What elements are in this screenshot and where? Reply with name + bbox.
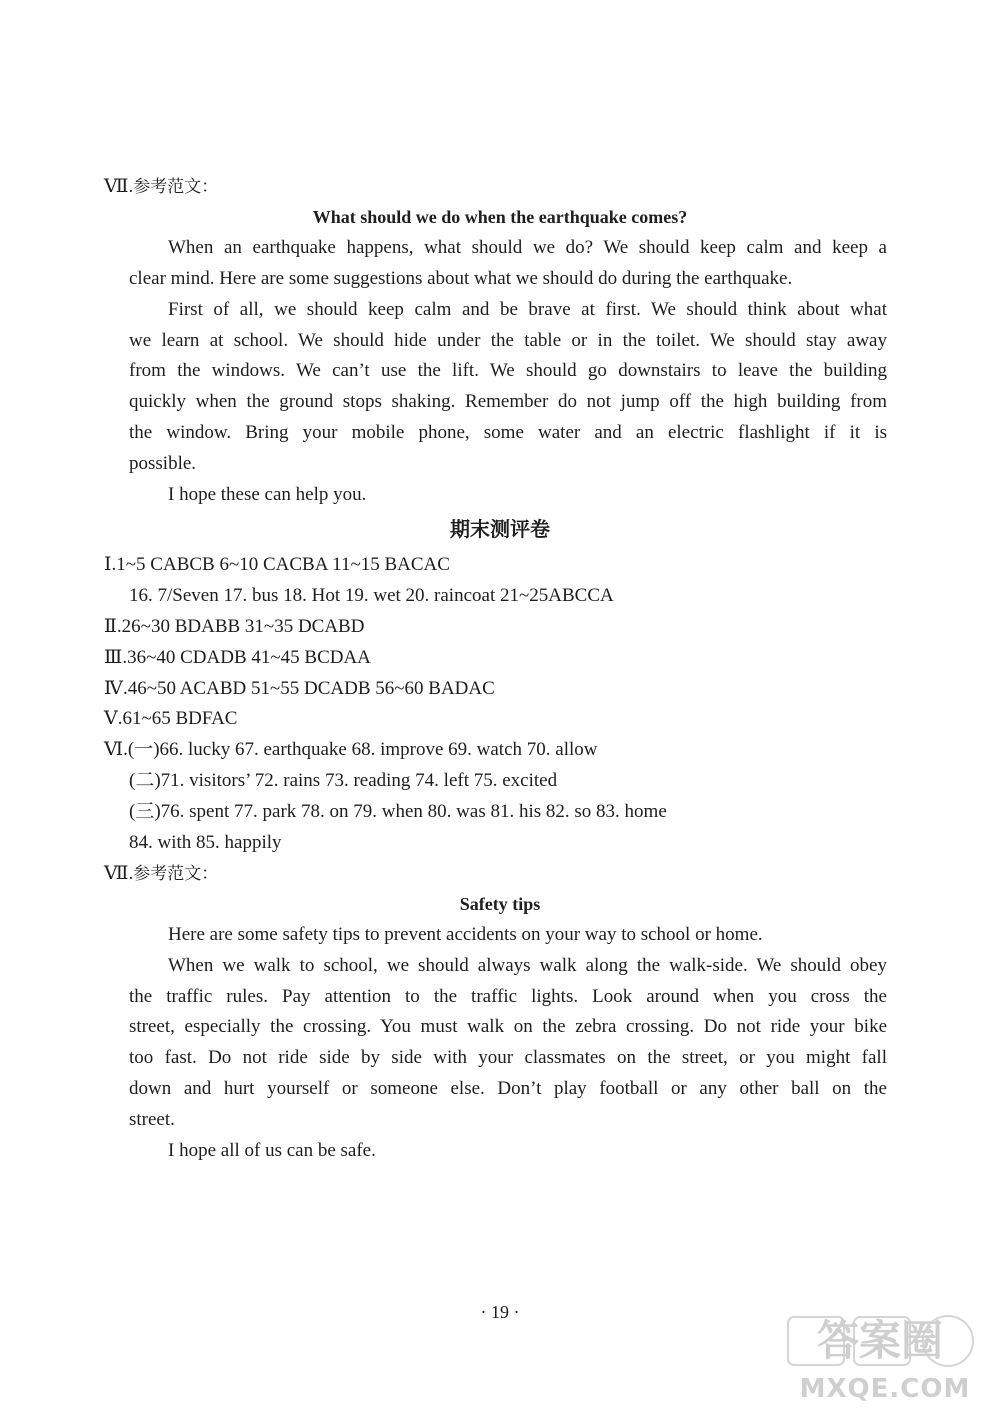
essay2-p1: Here are some safety tips to prevent accidents on your way to school or home. xyxy=(168,924,763,945)
watermark-text-bottom: MXQE.COM xyxy=(799,1374,971,1403)
section-6-line3: (三)76. spent 77. park 78. on 79. when 80. was 81. his 82. so 83. home xyxy=(129,801,667,822)
essay1-p1-line2: clear mind. Here are some suggestions about what we should do during the earthquake. xyxy=(129,268,793,289)
section-4-num: Ⅳ. xyxy=(104,678,128,699)
page-number: · 19 · xyxy=(480,1302,520,1322)
essay2-label xyxy=(104,862,218,886)
essay1-p1-line1: When an earthquake happens, what should we do? We should keep calm and keep a xyxy=(168,237,887,258)
essay1-label-num: Ⅶ. xyxy=(104,176,134,197)
essay2-p2-line1: When we walk to school, we should always walk along the walk-side. We should obey xyxy=(168,955,887,976)
essay2-p2-line4: too fast. Do not ride side by side with your classmates on the street, or you might fall xyxy=(129,1047,887,1068)
section-6 xyxy=(104,738,597,762)
essay1-p2-line3: from the windows. We can’t use the lift. We should go downstairs to leave the building xyxy=(129,360,887,381)
essay2-p3: I hope all of us can be safe. xyxy=(168,1140,376,1161)
section-1-num: Ⅰ. xyxy=(104,554,117,575)
section-5 xyxy=(104,707,237,731)
essay1-p3: I hope these can help you. xyxy=(168,484,367,505)
section-2 xyxy=(104,615,364,639)
essay1-p2-line4: quickly when the ground stops shaking. Remember do not jump off the high building from xyxy=(129,391,887,412)
essay1-p2-line2: we learn at school. We should hide under the table or in the toilet. We should stay away xyxy=(129,330,887,351)
section-6-line2: (二)71. visitors’ 72. rains 73. reading 74. left 75. excited xyxy=(129,770,558,791)
section-3-answers: 36~40 CDADB 41~45 BCDAA xyxy=(127,647,371,668)
watermark-text-top: 答案圈 xyxy=(816,1316,944,1365)
section-5-num: Ⅴ. xyxy=(104,708,123,729)
section-2-answers: 26~30 BDABB 31~35 DCABD xyxy=(121,616,365,637)
essay2-title: Safety tips xyxy=(459,894,541,914)
essay1-label-text: 参考范文： xyxy=(133,177,219,197)
final-test-title: 期末测评卷 xyxy=(450,517,550,541)
watermark-logo xyxy=(780,1313,990,1403)
section-4 xyxy=(104,677,495,701)
section-1 xyxy=(104,553,450,577)
essay1-p2-line5: the window. Bring your mobile phone, some water and an electric flashlight if it is xyxy=(129,422,887,443)
essay2-label-text: 参考范文： xyxy=(133,864,219,884)
essay2-p2-line2: the traffic rules. Pay attention to the traffic lights. Look around when you cross the xyxy=(129,986,887,1007)
section-6-line4: 84. with 85. happily xyxy=(129,832,282,853)
section-1-line1: 1~5 CABCB 6~10 CACBA 11~15 BACAC xyxy=(116,554,450,575)
section-2-num: Ⅱ. xyxy=(104,616,122,637)
essay1-p2-line6: possible. xyxy=(129,453,197,474)
section-5-answers: 61~65 BDFAC xyxy=(122,708,238,729)
section-3-num: Ⅲ. xyxy=(104,647,128,668)
essay1-label xyxy=(104,175,218,199)
section-6-line1: (一)66. lucky 67. earthquake 68. improve 69. watch 70. allow xyxy=(127,739,598,760)
essay1-title: What should we do when the earthquake comes? xyxy=(312,207,688,227)
essay2-p2-line5: down and hurt yourself or someone else. Don’t play football or any other ball on the xyxy=(129,1078,887,1099)
section-1-line2: 16. 7/Seven 17. bus 18. Hot 19. wet 20. raincoat 21~25ABCCA xyxy=(129,585,614,606)
essay2-p2-line3: street, especially the crossing. You must walk on the zebra crossing. Do not ride your bike xyxy=(129,1016,887,1037)
section-3 xyxy=(104,646,371,670)
essay1-p2-line1: First of all, we should keep calm and be brave at first. We should think about what xyxy=(168,299,887,320)
essay2-label-num: Ⅶ. xyxy=(104,863,134,884)
essay2-p2-line6: street. xyxy=(129,1109,175,1130)
section-6-num: Ⅵ. xyxy=(104,739,128,760)
section-4-answers: 46~50 ACABD 51~55 DCADB 56~60 BADAC xyxy=(127,678,495,699)
